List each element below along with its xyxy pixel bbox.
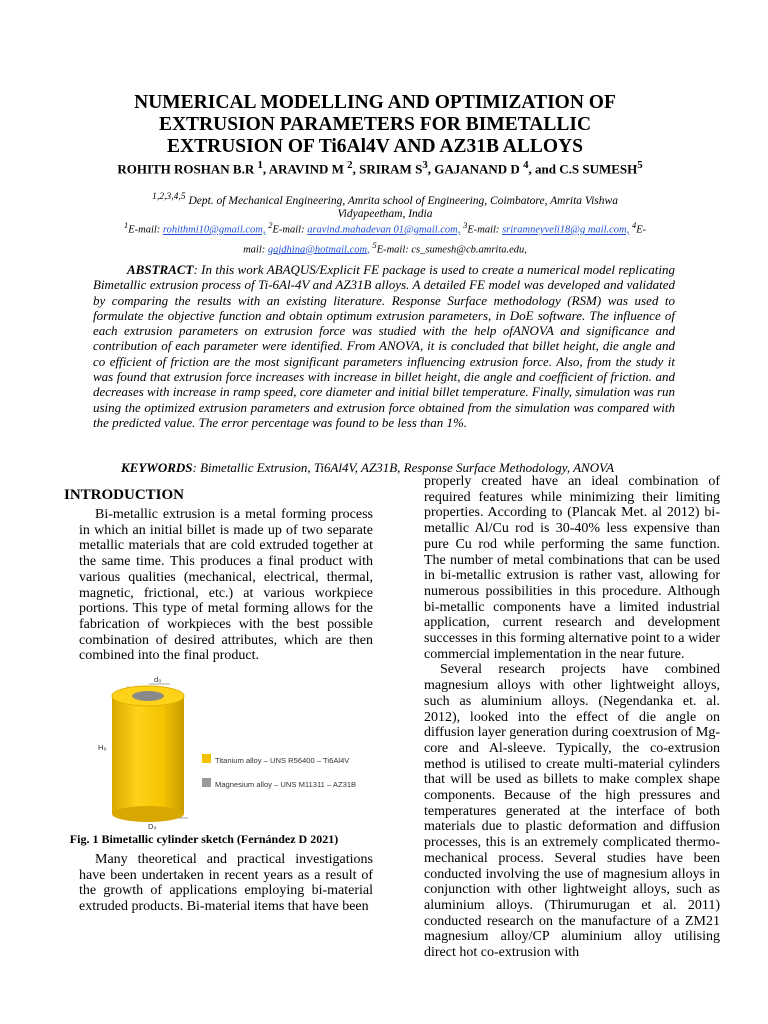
affiliation-sup: 1,2,3,4,5 — [152, 191, 186, 202]
author-list: ROHITH ROSHAN B.R $^1$, ARAVIND M $^2$, SRIRAM $S^3$, GAJANAND D $^4$, and C.S SUMESH$^5$ — [117, 159, 643, 177]
intro-paragraph-2: Many theoretical and practical investigations have been undertaken in recent years as a result of the growth of applications employing bi-material extruded products. Bi-material items that have been — [79, 852, 373, 915]
email-sup: 4 — [631, 220, 637, 230]
right-column — [424, 474, 720, 961]
email-sup: 5 — [372, 239, 377, 250]
email-list — [120, 218, 650, 257]
email-sup: 2 — [268, 220, 273, 230]
abstract — [93, 262, 675, 430]
title-line-1: NUMERICAL MODELLING AND OPTIMIZATION OF — [134, 92, 616, 113]
abstract-label: ABSTRACT — [127, 262, 194, 277]
keywords-label: KEYWORDS — [121, 460, 193, 475]
author-name: SRIRAM S — [359, 161, 423, 177]
email-sup: 1 — [123, 220, 129, 230]
author-sup: 5 — [637, 159, 643, 171]
intro-paragraph-4: Several research projects have combined magnesium alloys with other lightweight alloys, such as aluminium alloys. (Negendanka et. al. 2012), looked into the effect of die angle on diffusion layer generation during coextrusion of Mg-core and Al-sleeve. Typically, the co-extrusion method is utilised to create multi-material cylinders that will be used as billets to make complex shape components. Because of the high pressures and temperatures generated at the interface of both materials due to plastic deformation and diffusion processes, this is an extremely complicated thermo-mechanical process. Several studies have been conducted involving the use of magnesium alloys in conjunction with other lightweight alloys, such as aluminium alloys. (Thirumurugan et al. 2011) conducted research on the manufacture of a ZM21 magnesium alloy/CP aluminium alloy utilising direct hot co-extrusion with — [424, 662, 721, 961]
figure-caption: Fig. 1 Bimetallic cylinder sketch (Fernández D 2021) — [69, 832, 339, 847]
legend-magnesium-label: Magnesium alloy – UNS M11311 – AZ31B — [215, 780, 357, 790]
email-prefix: E-mail: — [376, 244, 412, 255]
author-name: ROHITH ROSHAN B.R — [117, 161, 255, 177]
email-prefix: E-mail: — [243, 224, 647, 255]
intro-paragraph-1: Bi-metallic extrusion is a metal forming process in which an initial billet is made up of two separate metallic materials that are cold extruded together at the same time. This produces a final product with various qualities (mechanical, electrical, thermal, magnetic, frictional, etc.) at various workpiece portions. This type of metal forming allows for the fabrication of workpieces with the best possible combination of desired attributes, which are then combined into the final product. — [79, 507, 373, 664]
magnesium-core — [132, 691, 164, 701]
affiliation-text: Dept. of Mechanical Engineering, Amrita school of Engineering, Coimbatore, Amrita Vishwa Vidyapeetham, India — [188, 194, 618, 220]
author-sup: 4 — [523, 159, 529, 171]
email-link[interactable]: gajdhina@hotmail.com, — [267, 244, 370, 255]
author-sup: 1 — [257, 159, 263, 171]
email-prefix: E-mail: — [128, 224, 163, 236]
email-link[interactable]: sriramneyveli18@g mail.com, — [502, 224, 630, 236]
title-line-3: EXTRUSION OF Ti6Al4V AND AZ31B ALLOYS — [167, 136, 583, 157]
author-name: ARAVIND M — [268, 161, 344, 177]
title-line-2: EXTRUSION PARAMETERS FOR BIMETALLIC — [158, 114, 592, 135]
affiliation — [140, 190, 630, 221]
keywords-text: : Bimetallic Extrusion, Ti6Al4V, AZ31B, Response Surface Methodology, ANOVA — [192, 460, 615, 475]
author-sup: 3 — [422, 159, 428, 171]
author-name: C.S SUMESH — [559, 161, 638, 177]
author-name: GAJANAND D — [434, 161, 520, 177]
legend-titanium-swatch — [202, 754, 211, 763]
figure-1 — [94, 675, 404, 832]
email-prefix: E-mail: — [272, 224, 308, 236]
paper-title — [60, 92, 690, 158]
left-column — [64, 487, 373, 915]
titanium-sleeve — [112, 696, 184, 814]
legend-magnesium-swatch — [202, 778, 211, 787]
email-link[interactable]: aravind.mahadevan 01@gmail.com, — [307, 224, 461, 236]
intro-paragraph-3: properly created have an ideal combination of required features while minimizing their limiting properties. According to (Plancak Met. al 2012) bi-metallic Al/Cu rod is 30-40% less expensive than pure Cu rod while performing the same function. The number of metal combinations that can be used in bi-metallic extrusion is rather vast, allowing for numerous possibilities in this procedure. Although bi-metallic components have a limited industrial application, current research and development successes in this forming alternative point to a wider commercial implementation in the near future. — [424, 474, 720, 662]
email-text: cs_sumesh@cb.amrita.edu, — [411, 244, 527, 255]
dimension-label-Do: D₀ — [148, 822, 157, 832]
email-prefix: E-mail: — [467, 224, 503, 236]
dimension-label-ho: H₀ — [98, 743, 107, 753]
email-link[interactable]: rohithmi10@gmail.com, — [162, 224, 266, 236]
email-sup: 3 — [462, 220, 468, 230]
author-sup: 2 — [347, 159, 353, 171]
legend-titanium-label: Titanium alloy – UNS R56400 – Ti6Al4V — [215, 756, 350, 766]
keywords — [93, 460, 721, 475]
abstract-text: : In this work ABAQUS/Explicit FE package is used to create a numerical model replicating Bimetallic extrusion process of Ti-6Al-4V and AZ31B alloys. A detailed FE model was developed and validated by comparing the results with an existing literature. Response Surface methodology (RSM) was used to formulate the objective function and obtain optimum extrusion parameters, in DoE software. The influence of each extrusion parameters on extrusion force was studied with the help ofANOVA and significance and contribution of each parameter were identified. From ANOVA, it is concluded that billet height, die angle and co efficient of friction are the most significant parameters influencing extrusion force. Also, from the study it was found that extrusion force increases with increase in billet height, die angle and coefficient of friction. and decreases with increase in ramp speed, core diameter and initial billet temperature. Finally, simulation was run using the optimized extrusion parameters and extrusion force obtained from the simulation was compared with the predicted value. The error percentage was found to be less than 1%. — [93, 262, 675, 430]
dimension-label-do: d₀ — [154, 675, 162, 685]
section-heading: INTRODUCTION — [64, 487, 185, 503]
